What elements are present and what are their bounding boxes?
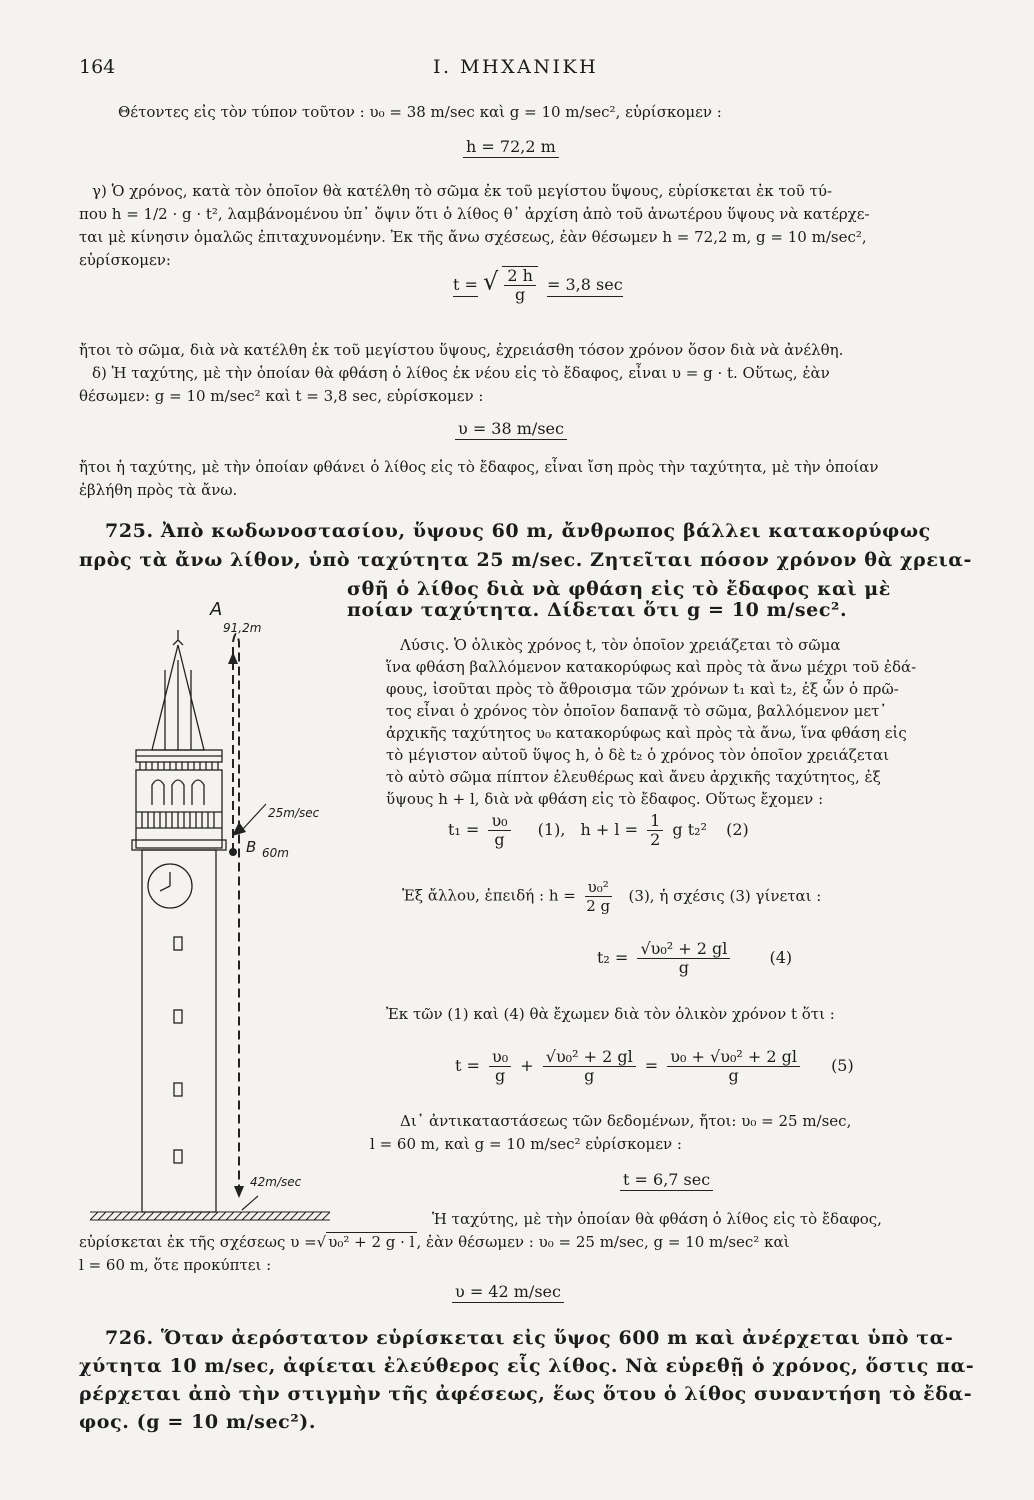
paragraph-line: ἤτοι ἡ ταχύτης, μὲ τὴν ὁποίαν φθάνει ὁ λίθος εἰς τὸ ἔδαφος, εἶναι ἴση πρὸς τὴν ταχύτητα, μὲ τὴν ὁποίαν	[79, 458, 879, 476]
solution-line: Δι᾿ ἀντικαταστάσεως τῶν δεδομένων, ἤτοι: υ₀ = 25 m/sec,	[400, 1112, 852, 1130]
trajectory-arrow-up	[228, 652, 238, 664]
label-tower-height: 60m	[262, 846, 289, 860]
equation-4: t₂ = $\frac{\text{√υ₀² + 2 gl}}{g}$ (4)	[597, 939, 793, 977]
solution-line: τὸ μέγιστον αὐτοῦ ὕψος h, ὁ δὲ t₂ ὁ χρόνος τὸν ὁποῖον χρειάζεται	[386, 746, 890, 764]
bell-tower-figure	[90, 590, 370, 1230]
running-title: I. ΜΗΧΑΝΙΚΗ	[433, 56, 599, 78]
tower	[132, 630, 226, 1212]
solution-line: ἀρχικῆς ταχύτητος υ₀ κατακορύφως καὶ πρὸς τὰ ἄνω, ἵνα φθάση εἰς	[386, 724, 907, 742]
velocity-arrows	[242, 804, 266, 1210]
solution-line: τὸ αὐτὸ σῶμα πίπτον ἐλευθέρως καὶ ἄνευ ἀρχικῆς ταχύτητος, ἐξ	[386, 768, 881, 786]
equation-5: t = $\frac{\text{υ₀}}{g}$ + $\frac{\text{√υ₀² + 2 gl}}{g}$ = $\frac{\text{υ₀ + √υ₀² + 2 gl}}{g}$ (5)	[455, 1047, 854, 1085]
equation-t: t = √ $\frac{2 h}{g}$ = 3,8 sec	[453, 266, 623, 304]
paragraph-line: ται μὲ κίνησιν ὁμαλῶς ἐπιταχυνομένην. Ἐκ τῆς ἄνω σχέσεως, ἐὰν θέσωμεν h = 72,2 m, g = 10 m/sec²,	[79, 228, 867, 246]
solution-line: l = 60 m, ὅτε προκύπτει :	[79, 1256, 272, 1274]
solution-line: τος εἶναι ὁ χρόνος τὸν ὁποῖον δαπανᾷ τὸ σῶμα, βαλλόμενον μετ᾿	[386, 702, 887, 720]
solution-line: Ἡ ταχύτης, μὲ τὴν ὁποίαν θὰ φθάση ὁ λίθος εἰς τὸ ἔδαφος,	[432, 1210, 882, 1228]
problem-726-line: ρέρχεται ἀπὸ τὴν στιγμὴν τῆς ἀφέσεως, ἕως ὅτου ὁ λίθος συναντήση τὸ ἔδα-	[79, 1383, 973, 1405]
result-v1: υ = 38 m/sec	[455, 419, 567, 440]
paragraph-line: ἤτοι τὸ σῶμα, διὰ νὰ κατέλθη ἐκ τοῦ μεγίστου ὕψους, ἐχρειάσθη τόσον χρόνον ὅσον διὰ νὰ ἀνέλθη.	[79, 341, 844, 359]
paragraph-line: ἐβλήθη πρὸς τὰ ἄνω.	[79, 481, 238, 499]
ground-hatching	[90, 1212, 330, 1220]
result-v2: υ = 42 m/sec	[452, 1282, 564, 1303]
problem-725-line: πρὸς τὰ ἄνω λίθον, ὑπὸ ταχύτητα 25 m/sec. Ζητεῖται πόσον χρόνον θὰ χρεια-	[79, 549, 973, 571]
trajectory	[233, 634, 239, 1198]
solution-line: εὑρίσκεται ἐκ τῆς σχέσεως υ =√ υ₀² + 2 g · l , ἐὰν θέσωμεν : υ₀ = 25 m/sec, g = 10 m/sec² καὶ	[79, 1233, 790, 1251]
problem-725-line: 725. Ἀπὸ κωδωνοστασίου, ὕψους 60 m, ἄνθρωπος βάλλει κατακορύφως	[105, 520, 931, 542]
problem-726-line: φος. (g = 10 m/sec²).	[79, 1411, 317, 1433]
label-final-velocity: 42m/sec	[250, 1175, 302, 1189]
page-number: 164	[79, 56, 116, 78]
label-max-height: 91,2m	[223, 621, 262, 635]
equation-1-2: t₁ = $\frac{\text{υ₀}}{g}$ (1), h + l = $\frac{1}{2}$ g t₂² (2)	[448, 811, 749, 849]
problem-725-line: ποίαν ταχύτητα. Δίδεται ὅτι g = 10 m/sec².	[347, 599, 848, 621]
paragraph-line: που h = 1/2 · g · t², λαμβάνομένου ὑπ᾿ ὄψιν ὅτι ὁ λίθος θ᾿ ἀρχίση ἀπὸ τοῦ ἀνωτέρου ὕψους νὰ κατέρχε-	[79, 205, 870, 223]
paragraph-line: γ) Ὁ χρόνος, κατὰ τὸν ὁποῖον θὰ κατέλθη τὸ σῶμα ἐκ τοῦ μεγίστου ὕψους, εὑρίσκεται ἐκ τοῦ τύ-	[92, 182, 833, 200]
paragraph-line: εὑρίσκομεν:	[79, 251, 171, 269]
paragraph-line: Θέτοντες εἰς τὸν τύπον τοῦτον : υ₀ = 38 m/sec καὶ g = 10 m/sec², εὑρίσκομεν :	[118, 103, 722, 121]
problem-726-line: χύτητα 10 m/sec, ἀφίεται ἐλεύθερος εἷς λίθος. Νὰ εὑρεθῇ ὁ χρόνος, ὅστις πα-	[79, 1355, 975, 1377]
label-B: B	[246, 838, 257, 856]
label-A: A	[210, 599, 223, 620]
solution-line: φους, ἰσοῦται πρὸς τὸ ἄθροισμα τῶν χρόνων t₁ καὶ t₂, ἐξ ὧν ὁ πρῶ-	[386, 680, 899, 698]
solution-line: Ἐκ τῶν (1) καὶ (4) θὰ ἔχωμεν διὰ τὸν ὁλικὸν χρόνον t ὅτι :	[386, 1005, 835, 1023]
problem-726-line: 726. Ὅταν ἀερόστατον εὑρίσκεται εἰς ὕψος 600 m καὶ ἀνέρχεται ὑπὸ τα-	[105, 1327, 954, 1349]
result-h: h = 72,2 m	[463, 137, 559, 158]
label-initial-velocity: 25m/sec	[268, 806, 320, 820]
equation-3: Ἐξ ἄλλου, ἐπειδή : h = $\frac{\text{υ₀²}}{2 g}$ (3), ἡ σχέσις (3) γίνεται :	[402, 878, 822, 915]
solution-line: ἵνα φθάση βαλλόμενον κατακορύφως καὶ πρὸς τὰ ἄνω μέχρι τοῦ ἐδά-	[386, 658, 917, 676]
paragraph-line: δ) Ἡ ταχύτης, μὲ τὴν ὁποίαν θὰ φθάση ὁ λίθος ἐκ νέου εἰς τὸ ἔδαφος, εἶναι υ = g · t. Οὕτως, ἐὰν	[92, 364, 830, 382]
result-t: t = 6,7 sec	[620, 1170, 713, 1191]
paragraph-line: θέσωμεν: g = 10 m/sec² καὶ t = 3,8 sec, εὑρίσκομεν :	[79, 387, 484, 405]
solution-line: Λύσις. Ὁ ὁλικὸς χρόνος t, τὸν ὁποῖον χρειάζεται τὸ σῶμα	[400, 636, 841, 654]
solution-line: ὕψους h + l, διὰ νὰ φθάση εἰς τὸ ἔδαφος. Οὕτως ἔχομεν :	[386, 790, 824, 808]
solution-line: l = 60 m, καὶ g = 10 m/sec² εὑρίσκομεν :	[370, 1135, 682, 1153]
trajectory-arrow-down	[234, 1186, 244, 1198]
problem-725-line: σθῆ ὁ λίθος διὰ νὰ φθάση εἰς τὸ ἔδαφος καὶ μὲ	[347, 578, 891, 600]
